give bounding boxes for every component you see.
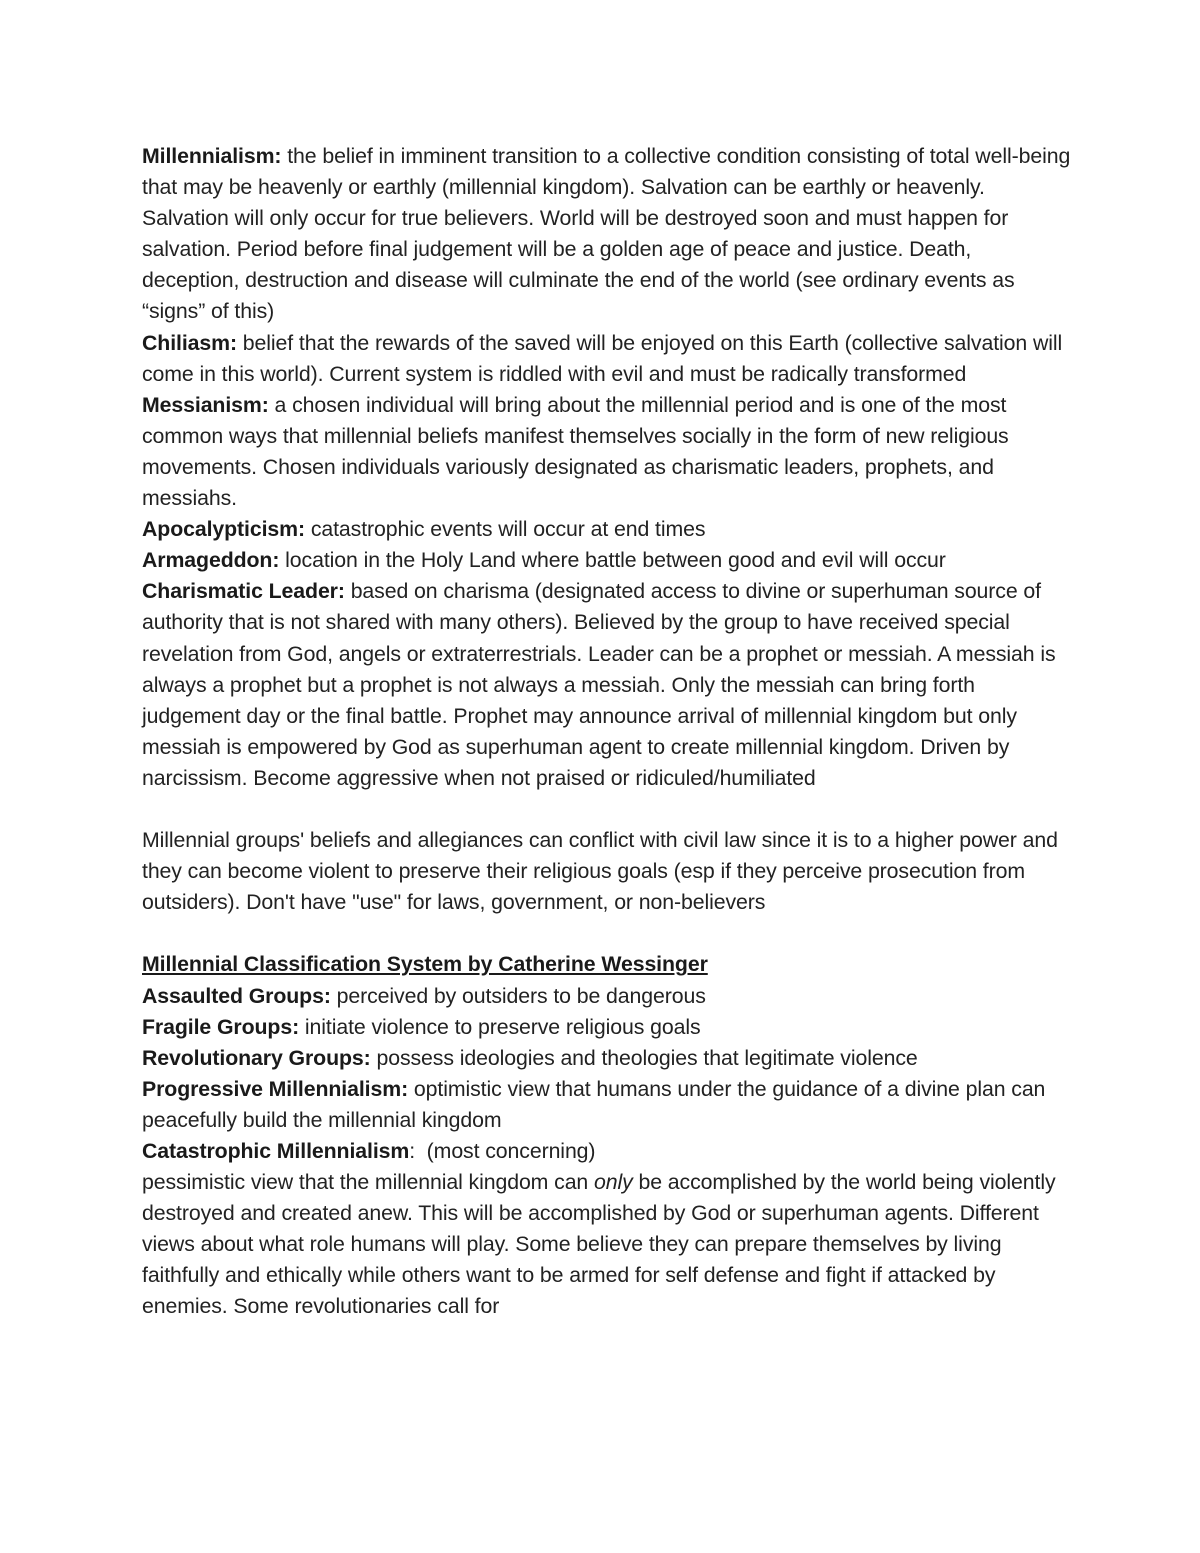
term-label: Apocalypticism: — [142, 517, 305, 542]
classification-revolutionary — [142, 1043, 1072, 1074]
blank-line — [142, 794, 1072, 825]
definition-armageddon — [142, 545, 1072, 576]
term-suffix: : (most concerning) — [409, 1139, 596, 1163]
term-label: Assaulted Groups: — [142, 983, 331, 1008]
term-label: Revolutionary Groups: — [142, 1045, 371, 1070]
definition-text: optimistic view that humans under the guidance of a divine plan can peacefully build the millennial kingdom — [142, 1076, 1046, 1132]
definition-text: catastrophic events will occur at end times — [305, 517, 706, 542]
classification-fragile — [142, 1012, 1072, 1043]
definition-millennialism — [142, 141, 1072, 328]
document-page — [142, 141, 1072, 1323]
definition-text: be accomplished by the world being violently destroyed and created anew. This will be accomplished by God or superhuman agents. Different views about what role humans will play. Some believe they can prepare themselves by living faithfully and ethically while others want to be armed for self defense and fight if attacked by enemies. Some revolutionaries call for — [142, 1170, 1056, 1319]
term-label: Millennialism: — [142, 144, 282, 168]
body-paragraph: Millennial groups' beliefs and allegiances can conflict with civil law since it is to a higher power and they can become violent to preserve their religious goals (esp if they perceive prosecution from outsiders). Don't have "use" for laws, government, or non-believers — [142, 828, 1058, 915]
classification-catastrophic-text — [142, 1167, 1072, 1322]
definition-text: belief that the rewards of the saved will be enjoyed on this Earth (collective salvation will come in this world). Current system is riddled with evil and must be radically transformed — [142, 330, 1063, 386]
classification-assaulted — [142, 981, 1072, 1012]
blank-line — [142, 918, 1072, 949]
definition-charismatic-leader — [142, 576, 1072, 794]
term-label: Fragile Groups: — [142, 1014, 300, 1039]
definition-apocalypticism — [142, 514, 1072, 545]
definition-text: a chosen individual will bring about the millennial period and is one of the most common ways that millennial beliefs manifest themselves socially in the form of new religious movements. Chosen individuals variously designated as charismatic leaders, prophets, and messiahs. — [142, 392, 1009, 511]
definition-text: possess ideologies and theologies that legitimate violence — [370, 1045, 918, 1070]
definition-text: based on charisma (designated access to divine or superhuman source of authority that is not shared with many others). Believed by the group to have received special revelation from God, angels or extraterrestrials. Leader can be a prophet or messiah. A messiah is always a prophet but a prophet is not always a messiah. Only the messiah can bring forth judgement day or the final battle. Prophet may announce arrival of millennial kingdom but only messiah is empowered by God as superhuman agent to create millennial kingdom. Driven by narcissism. Become aggressive when not praised or ridiculed/humiliated — [142, 579, 1056, 790]
definition-text: the belief in imminent transition to a collective condition consisting of total well-being that may be heavenly or earthly (millennial kingdom). Salvation can be earthly or heavenly. Salvation will only occur for true believers. World will be destroyed soon and must happen for salvation. Period before final judgement will be a golden age of peace and justice. Death, deception, destruction and disease will culminate the end of the world (see ordinary events as “signs” of this) — [142, 144, 1071, 324]
term-label: Armageddon: — [142, 548, 280, 573]
emphasis-text: only — [594, 1170, 633, 1195]
definition-text: pessimistic view that the millennial kingdom can — [142, 1170, 594, 1195]
definition-chiliasm — [142, 328, 1072, 390]
definition-text: location in the Holy Land where battle between good and evil will occur — [279, 548, 946, 573]
term-label: Charismatic Leader: — [142, 579, 345, 604]
term-label: Messianism: — [142, 392, 269, 417]
definition-text: perceived by outsiders to be dangerous — [330, 983, 706, 1008]
term-label: Progressive Millennialism: — [142, 1076, 409, 1101]
definition-text: initiate violence to preserve religious goals — [299, 1014, 701, 1039]
term-label: Chiliasm: — [142, 330, 237, 355]
term-label: Catastrophic Millennialism — [142, 1139, 410, 1163]
classification-catastrophic-heading — [142, 1136, 1072, 1167]
classification-progressive — [142, 1074, 1072, 1136]
section-heading: Millennial Classification System by Catherine Wessinger — [142, 952, 708, 977]
definition-messianism — [142, 390, 1072, 514]
